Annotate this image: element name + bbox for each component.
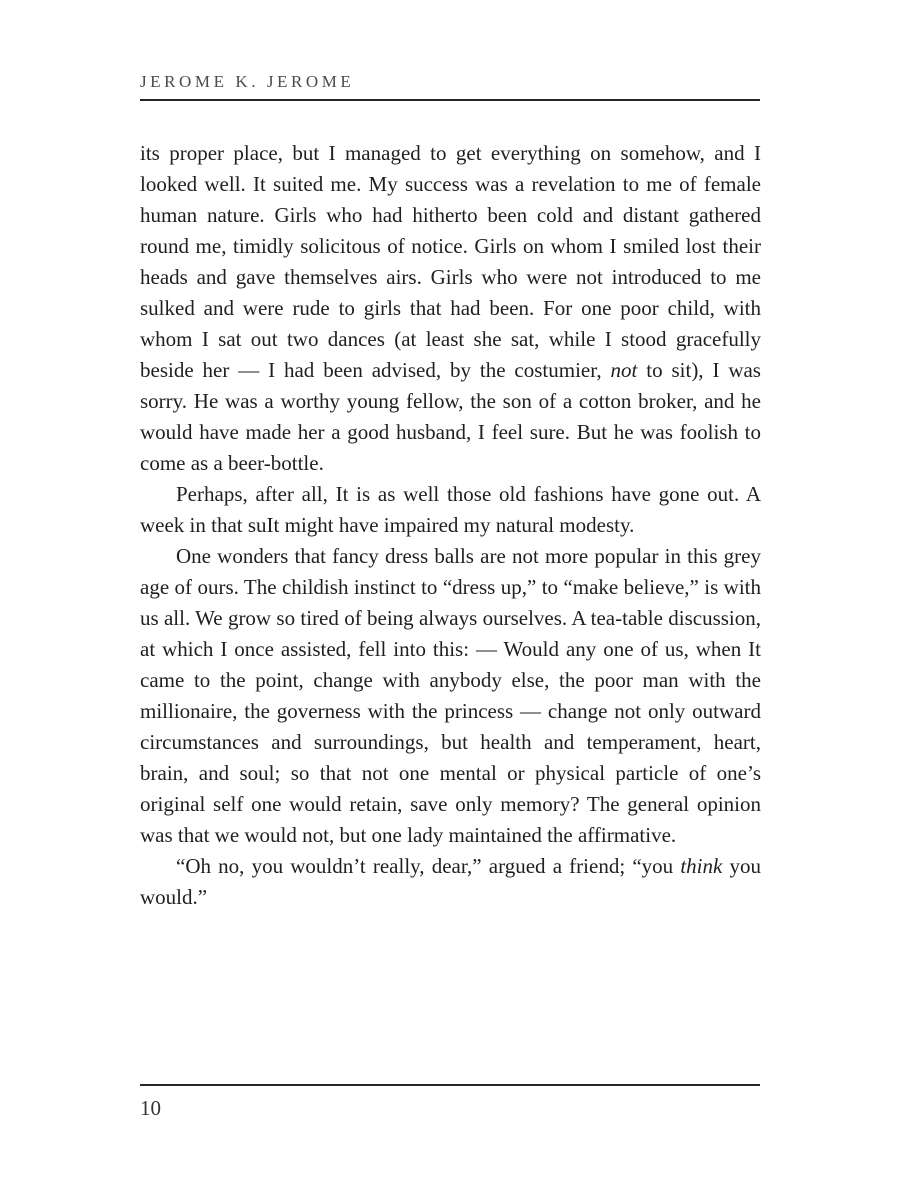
text-run: Perhaps, after all, It is as well those old fashions have gone out. A week in that suIt might have impaired my natural modesty. <box>140 482 761 537</box>
text-run: to sit), I was sorry. He was a worthy young fellow, the son of a cotton broker, and he would have made her a good husband, I feel sure. But he was foolish to come as a beer-bottle. <box>140 358 761 475</box>
paragraph <box>140 479 761 541</box>
page-number: 10 <box>140 1096 161 1120</box>
text-run: its proper place, but I managed to get everything on somehow, and I looked well. It suited me. My success was a revelation to me of female human nature. Girls who had hitherto been cold and distant gathered round me, timidly solicitous of notice. Girls on whom I smiled lost their heads and gave themselves airs. Girls who were not introduced to me sulked and were rude to girls that had been. For one poor child, with whom I sat out two dances (at least she sat, while I stood gracefully beside her — I had been advised, by the costumier, <box>140 141 761 382</box>
text-run: “Oh no, you wouldn’t really, dear,” argued a friend; “you <box>176 854 681 878</box>
paragraph <box>140 541 761 851</box>
italic-text-run: think <box>680 854 723 878</box>
running-header-title: JEROME K. JEROME <box>140 72 355 91</box>
italic-text-run: not <box>610 358 638 382</box>
running-header <box>140 72 760 101</box>
paragraph <box>140 851 761 913</box>
paragraph <box>140 138 761 479</box>
body-text <box>140 138 761 913</box>
footer-rule <box>140 1084 760 1086</box>
text-run: you would.” <box>140 854 761 909</box>
page-footer <box>140 1084 760 1121</box>
text-run: One wonders that fancy dress balls are not more popular in this grey age of ours. The childish instinct to “dress up,” to “make believe,” is with us all. We grow so tired of being always ourselves. A tea-table discussion, at which I once assisted, fell into this: — Would any one of us, when It came to the point, change with anybody else, the poor man with the millionaire, the governess with the princess — change not only outward circumstances and surroundings, but health and temperament, heart, brain, and soul; so that not one mental or physical particle of one’s original self one would retain, save only memory? The general opinion was that we would not, but one lady maintained the affirmative. <box>140 544 761 847</box>
header-rule <box>140 99 760 101</box>
